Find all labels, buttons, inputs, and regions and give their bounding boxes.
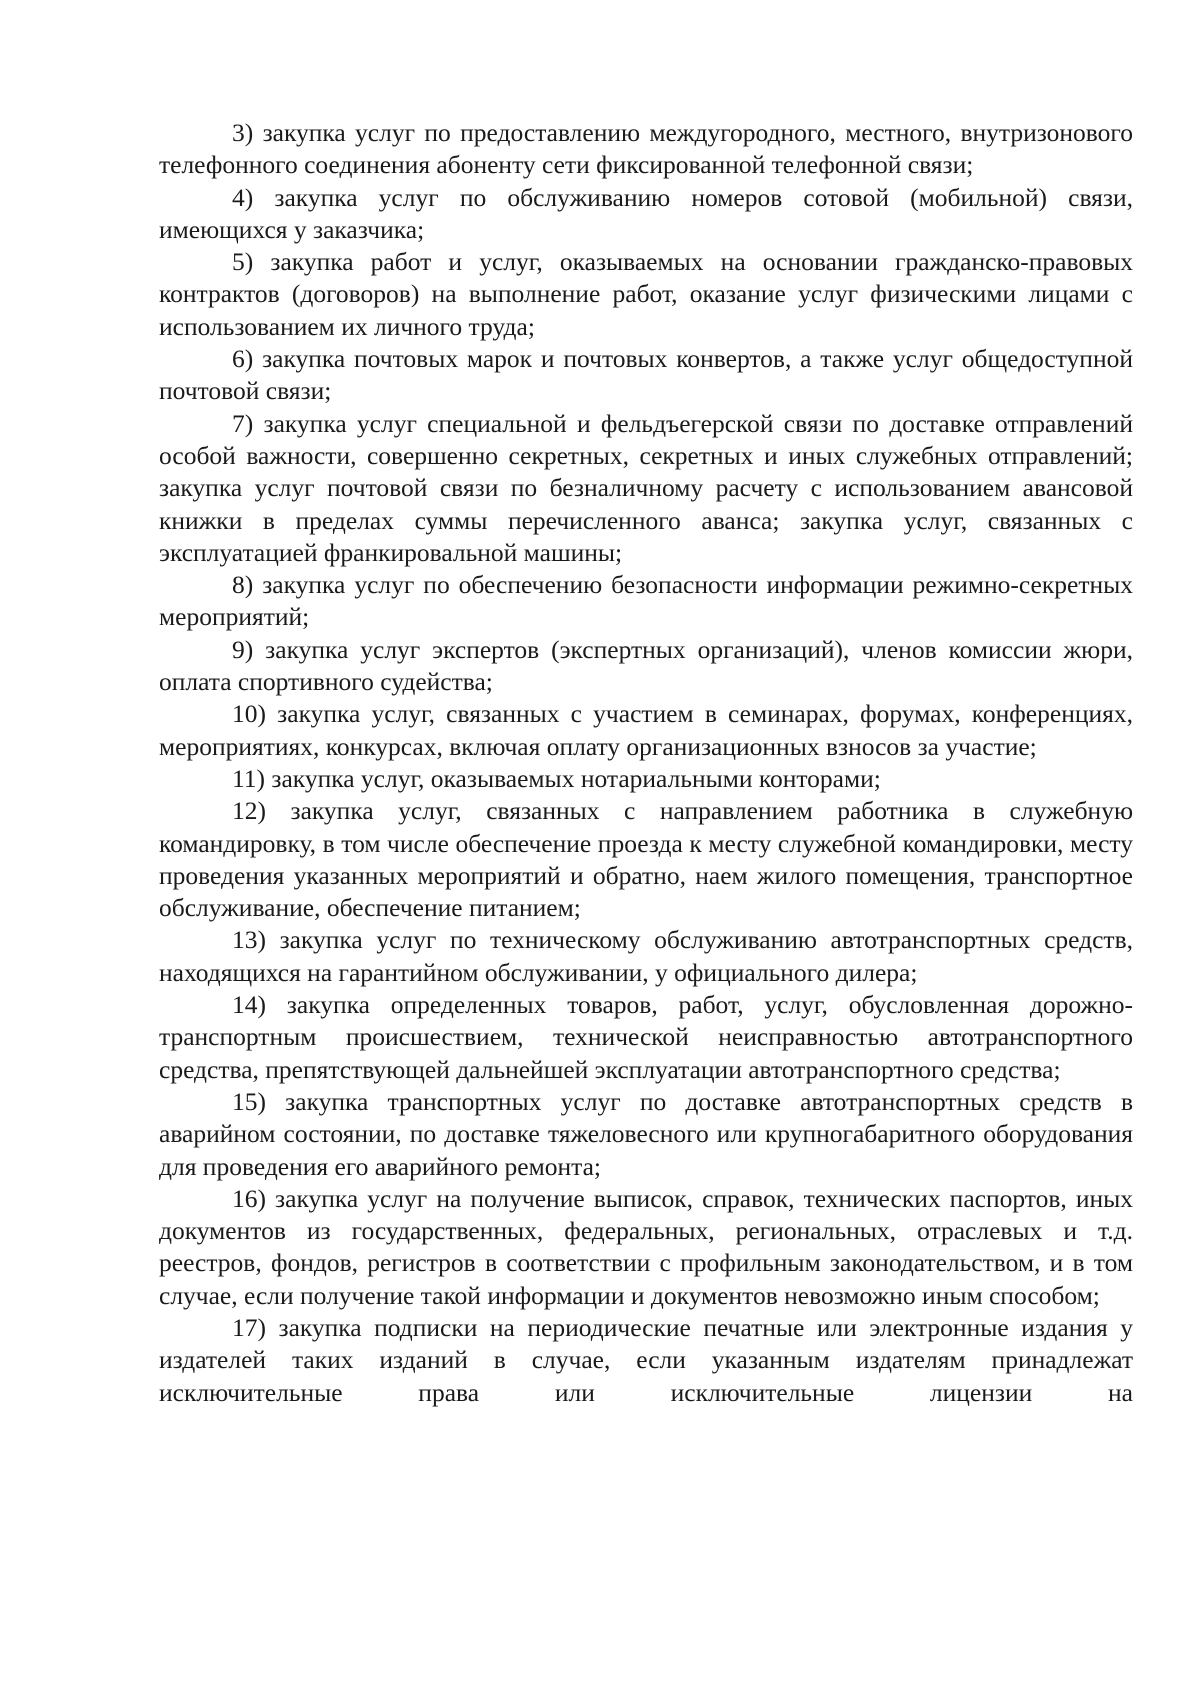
list-item-12: 12) закупка услуг, связанных с направлением работника в служебную командировку, в том числе обеспечение проезда к месту служебной командировки, месту проведения указанных мероприятий и обратно, наем жилого помещения, транспортное обслуживание, обеспечение питанием; xyxy=(159,796,1133,923)
document-body xyxy=(159,117,1133,1409)
list-item-15: 15) закупка транспортных услуг по доставке автотранспортных средств в аварийном состоянии, по доставке тяжеловесного или крупногабаритного оборудования для проведения его аварийного ремонта; xyxy=(159,1086,1133,1181)
list-item-7: 7) закупка услуг специальной и фельдъегерской связи по доставке отправлений особой важности, совершенно секретных, секретных и иных служебных отправлений; закупка услуг почтовой связи по безналичному расчету с использованием авансовой книжки в пределах суммы перечисленного аванса; закупка услуг, связанных с эксплуатацией франкировальной машины; xyxy=(159,408,1133,567)
list-item-17: 17) закупка подписки на периодические печатные или электронные издания у издателей таких изданий в случае, если указанным издателям принадлежат исключительные права или исключительные лицензии на xyxy=(159,1312,1133,1407)
list-item-3: 3) закупка услуг по предоставлению междугородного, местного, внутризонового телефонного соединения абоненту сети фиксированной телефонной связи; xyxy=(159,118,1133,180)
list-item-5: 5) закупка работ и услуг, оказываемых на основании гражданско-правовых контрактов (договоров) на выполнение работ, оказание услуг физическими лицами с использованием их личного труда; xyxy=(159,247,1133,341)
list-item-14: 14) закупка определенных товаров, работ, услуг, обусловленная дорожно-транспортным происшествием, технической неисправностью автотранспортного средства, препятствующей дальнейшей эксплуатации автотранспортного средства; xyxy=(159,990,1133,1084)
list-item-6: 6) закупка почтовых марок и почтовых конвертов, а также услуг общедоступной почтовой связи; xyxy=(159,344,1133,406)
list-item-16: 16) закупка услуг на получение выписок, справок, технических паспортов, иных документов из государственных, федеральных, региональных, отраслевых и т.д. реестров, фондов, регистров в соответствии с профильным законодательством, и в том случае, если получение такой информации и документов невозможно иным способом; xyxy=(159,1183,1133,1310)
list-item-10: 10) закупка услуг, связанных с участием в семинарах, форумах, конференциях, мероприятиях, конкурсах, включая оплату организационных взносов за участие; xyxy=(159,699,1133,761)
list-item-11: 11) закупка услуг, оказываемых нотариальными конторами; xyxy=(232,763,881,793)
list-item-8: 8) закупка услуг по обеспечению безопасности информации режимно-секретных мероприятий; xyxy=(159,570,1133,632)
list-item-9: 9) закупка услуг экспертов (экспертных организаций), членов комиссии жюри, оплата спортивного судейства; xyxy=(159,634,1133,697)
list-item-13: 13) закупка услуг по техническому обслуживанию автотранспортных средств, находящихся на гарантийном обслуживании, у официального дилера; xyxy=(159,925,1133,987)
list-item-4: 4) закупка услуг по обслуживанию номеров сотовой (мобильной) связи, имеющихся у заказчика; xyxy=(159,182,1133,244)
